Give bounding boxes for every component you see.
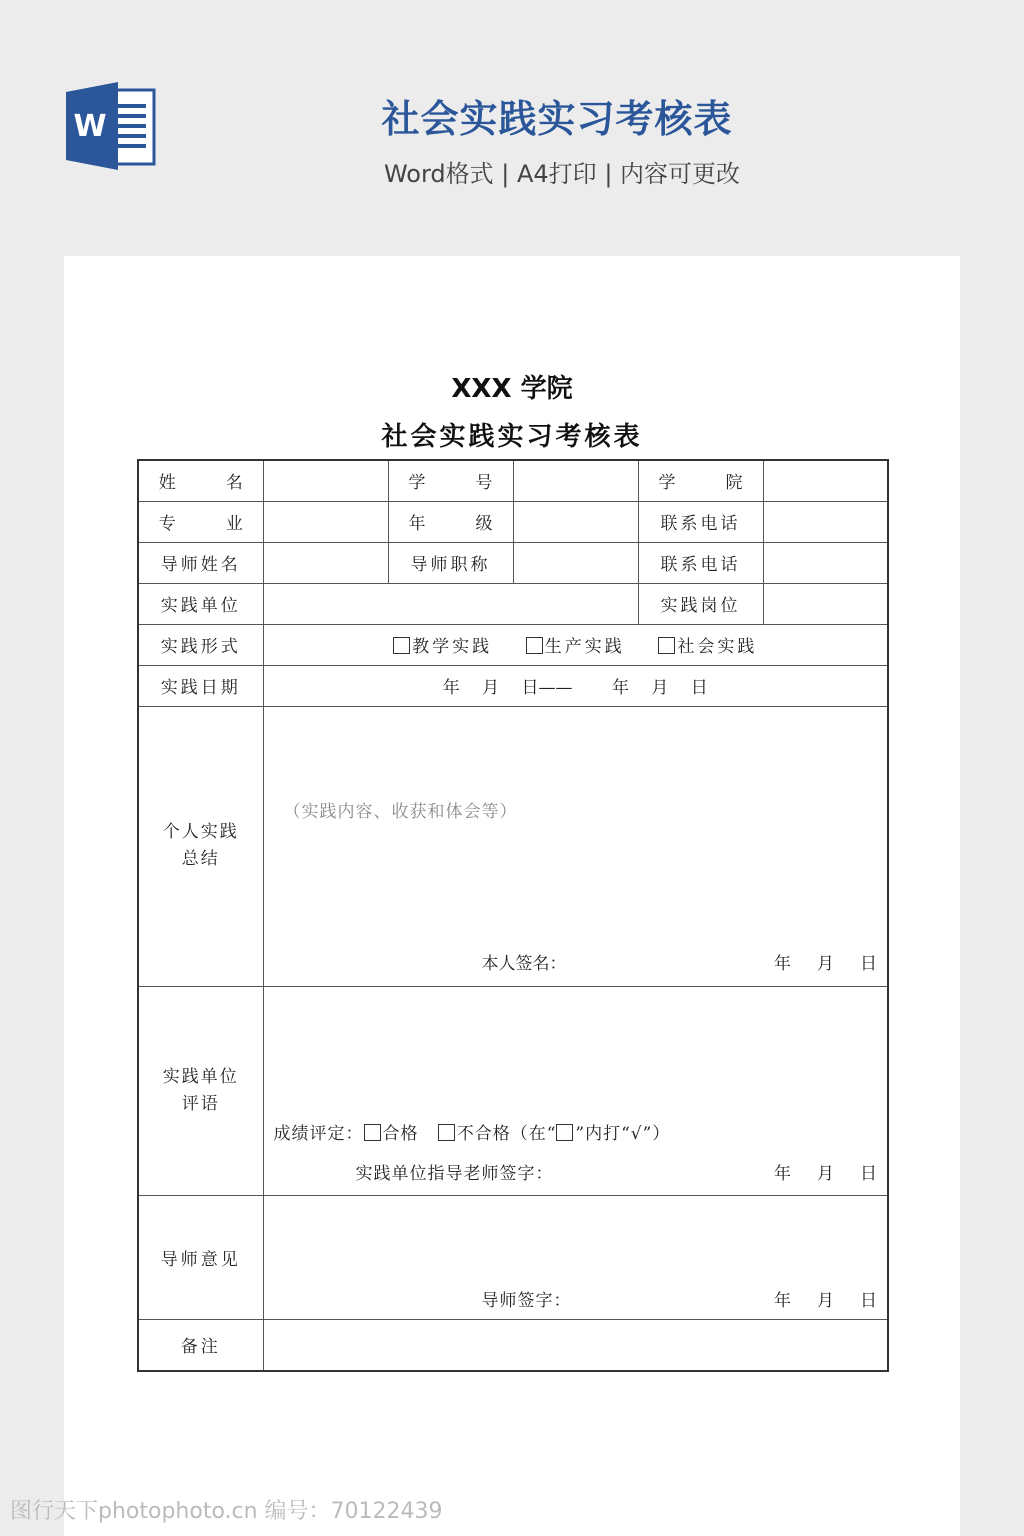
table-row: [138, 501, 888, 542]
name-label: 姓名: [138, 460, 263, 501]
phone-label: 联系电话: [638, 501, 763, 542]
unit-label: 实践单位: [138, 583, 263, 624]
unit-comment-label: 实践单位 评语: [138, 986, 263, 1195]
document-school: XXX 学院: [451, 374, 573, 404]
summary-label: 个人实践 总结: [138, 706, 263, 986]
assessment-form-table: [137, 459, 889, 1372]
page-subtitle: Word格式 | A4打印 | 内容可更改: [383, 160, 741, 188]
table-row: [138, 542, 888, 583]
grade-field[interactable]: [513, 501, 638, 542]
option-production[interactable]: 生产实践: [526, 637, 625, 657]
summary-hint: （实践内容、收获和体会等）: [283, 801, 518, 822]
tutor-sign-date: 年 月 日: [774, 1290, 877, 1311]
date-label: 实践日期: [138, 665, 263, 706]
table-row: [138, 583, 888, 624]
remark-field[interactable]: [263, 1319, 888, 1371]
tutor-name-field[interactable]: [263, 542, 388, 583]
unit-sign-date: 年 月 日: [774, 1163, 877, 1184]
table-row: [138, 624, 888, 665]
table-row: [138, 986, 888, 1195]
fail-checkbox[interactable]: [438, 1124, 455, 1141]
college-field[interactable]: [763, 460, 888, 501]
remark-label: 备注: [138, 1319, 263, 1371]
tutor-title-field[interactable]: [513, 542, 638, 583]
college-label: 学院: [638, 460, 763, 501]
tutor-title-label: 导师职称: [388, 542, 513, 583]
table-row: [138, 1319, 888, 1371]
post-label: 实践岗位: [638, 583, 763, 624]
tutor-opinion-label: 导师意见: [138, 1195, 263, 1319]
page-header: [0, 0, 1024, 230]
word-icon-letter: W: [73, 109, 107, 144]
table-row: [138, 460, 888, 501]
post-field[interactable]: [763, 583, 888, 624]
summary-sign-line: [264, 949, 888, 973]
major-label: 专业: [138, 501, 263, 542]
grade-label: 年级: [388, 501, 513, 542]
tutor-opinion-field[interactable]: [263, 1195, 888, 1319]
unit-sign-line: [264, 1159, 888, 1183]
page-title: 社会实践实习考核表: [381, 97, 733, 141]
checkbox[interactable]: [658, 637, 675, 654]
summary-date: 年 月 日: [774, 953, 877, 974]
grade-evaluation: 成绩评定： 合格 不合格（在“ ”内打“√”）: [273, 1123, 671, 1144]
checkbox[interactable]: [393, 637, 410, 654]
date-range-field[interactable]: 年 月 日—— 年 月 日: [263, 665, 888, 706]
unit-comment-field[interactable]: [263, 986, 888, 1195]
pass-checkbox[interactable]: [364, 1124, 381, 1141]
name-field[interactable]: [263, 460, 388, 501]
major-field[interactable]: [263, 501, 388, 542]
unit-sign-label: 实践单位指导老师签字：: [355, 1163, 554, 1184]
option-teaching[interactable]: 教学实践: [393, 637, 492, 657]
watermark: 图行天下photophoto.cn 编号：70122439: [10, 1499, 443, 1524]
table-row: [138, 665, 888, 706]
unit-field[interactable]: [263, 583, 638, 624]
student-id-field[interactable]: [513, 460, 638, 501]
checkbox[interactable]: [526, 637, 543, 654]
example-box: [556, 1124, 573, 1141]
practice-form-options: [263, 624, 888, 665]
tutor-phone-field[interactable]: [763, 542, 888, 583]
tutor-sign-line: [264, 1286, 888, 1310]
tutor-sign-label: 导师签字：: [481, 1290, 572, 1311]
table-row: [138, 706, 888, 986]
option-social[interactable]: 社会实践: [658, 637, 757, 657]
table-row: [138, 1195, 888, 1319]
tutor-name-label: 导师姓名: [138, 542, 263, 583]
summary-sign-label: 本人签名：: [481, 953, 567, 974]
phone-field[interactable]: [763, 501, 888, 542]
tutor-phone-label: 联系电话: [638, 542, 763, 583]
summary-field[interactable]: [263, 706, 888, 986]
form-label: 实践形式: [138, 624, 263, 665]
document-title: 社会实践实习考核表: [381, 422, 643, 452]
student-id-label: 学号: [388, 460, 513, 501]
